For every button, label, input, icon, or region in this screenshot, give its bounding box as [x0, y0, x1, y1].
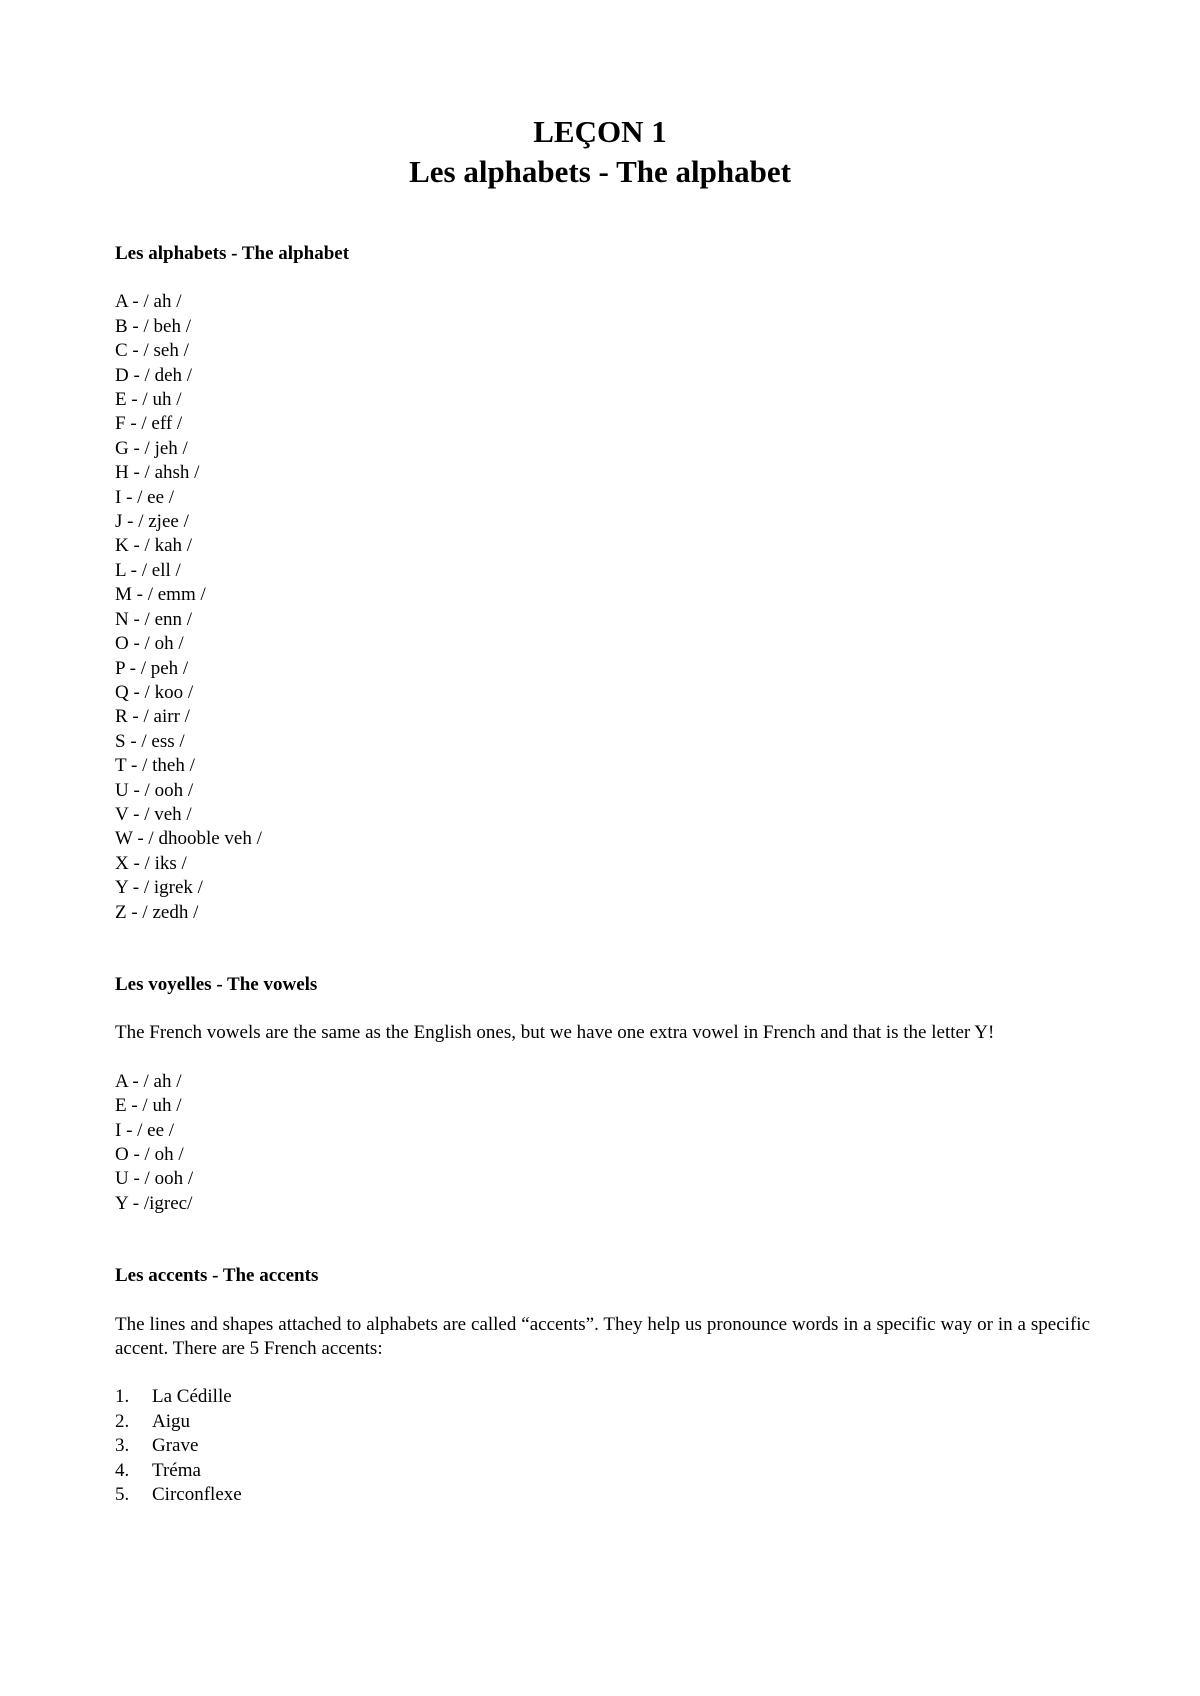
alphabet-item: C - / seh / [115, 340, 189, 362]
alphabet-item: H - / ahsh / [115, 462, 200, 484]
alphabet-item: K - / kah / [115, 535, 193, 557]
vowels-heading: Les voyelles - The vowels [115, 973, 318, 995]
alphabet-item: V - / veh / [115, 803, 192, 825]
accent-item [115, 1483, 1090, 1507]
accent-item [115, 1410, 1090, 1434]
accent-number: 3. [115, 1435, 130, 1457]
alphabet-item: O - / oh / [115, 633, 184, 655]
accents-list [115, 1385, 1090, 1507]
vowel-item: E - / uh / [115, 1095, 182, 1117]
accent-name: Tréma [152, 1459, 201, 1481]
accent-name: Aigu [152, 1410, 190, 1432]
alphabet-item: G - / jeh / [115, 437, 188, 459]
vowel-item: A - / ah / [115, 1070, 182, 1092]
accent-item [115, 1459, 1090, 1483]
vowel-item: I - / ee / [115, 1119, 175, 1141]
title-line-1: LEÇON 1 [533, 114, 667, 149]
accent-name: Grave [152, 1435, 199, 1457]
alphabet-item: D - / deh / [115, 364, 193, 386]
title-line-2: Les alphabets - The alphabet [409, 154, 791, 189]
alphabet-item: P - / peh / [115, 657, 189, 679]
alphabet-list [115, 290, 1090, 925]
alphabet-item: N - / enn / [115, 608, 193, 630]
accent-name: Circonflexe [152, 1484, 242, 1506]
accents-paragraph: The lines and shapes attached to alphabets are called “accents”. They help us pronounce words in a specific way or in a specific accent. There are 5 French accents: [115, 1313, 1090, 1360]
alphabet-item: T - / theh / [115, 755, 195, 777]
alphabet-item: U - / ooh / [115, 779, 194, 801]
alphabet-item: S - / ess / [115, 730, 185, 752]
vowel-item: U - / ooh / [115, 1168, 194, 1190]
alphabet-item: E - / uh / [115, 389, 182, 411]
vowels-paragraph: The French vowels are the same as the English ones, but we have one extra vowel in French and that is the letter Y! [115, 1022, 995, 1044]
accent-item [115, 1385, 1090, 1409]
accents-heading: Les accents - The accents [115, 1265, 319, 1287]
alphabet-item: Y - / igrek / [115, 877, 203, 899]
alphabet-heading: Les alphabets - The alphabet [115, 243, 350, 264]
vowels-section [115, 973, 1090, 1216]
alphabet-item: Z - / zedh / [115, 901, 199, 923]
alphabet-section [115, 242, 1090, 925]
alphabet-item: Q - / koo / [115, 681, 194, 703]
alphabet-item: J - / zjee / [115, 511, 189, 533]
alphabet-item: W - / dhooble veh / [115, 828, 262, 850]
alphabet-item: L - / ell / [115, 559, 181, 581]
accent-name: La Cédille [152, 1386, 232, 1408]
vowel-item: Y - /igrec/ [115, 1192, 193, 1214]
accent-number: 2. [115, 1410, 130, 1432]
accents-section [115, 1264, 1090, 1507]
vowels-list [115, 1070, 1090, 1216]
alphabet-item: R - / airr / [115, 706, 190, 728]
alphabet-item: X - / iks / [115, 852, 187, 874]
alphabet-item: M - / emm / [115, 584, 206, 606]
document-title [0, 112, 1200, 192]
document-body [115, 242, 1090, 1507]
accent-number: 5. [115, 1484, 130, 1506]
accent-number: 1. [115, 1386, 130, 1408]
accent-item [115, 1434, 1090, 1458]
accent-number: 4. [115, 1459, 130, 1481]
vowel-item: O - / oh / [115, 1144, 184, 1165]
alphabet-item: A - / ah / [115, 291, 182, 313]
alphabet-item: I - / ee / [115, 486, 175, 508]
alphabet-item: F - / eff / [115, 413, 183, 435]
alphabet-item: B - / beh / [115, 315, 191, 337]
